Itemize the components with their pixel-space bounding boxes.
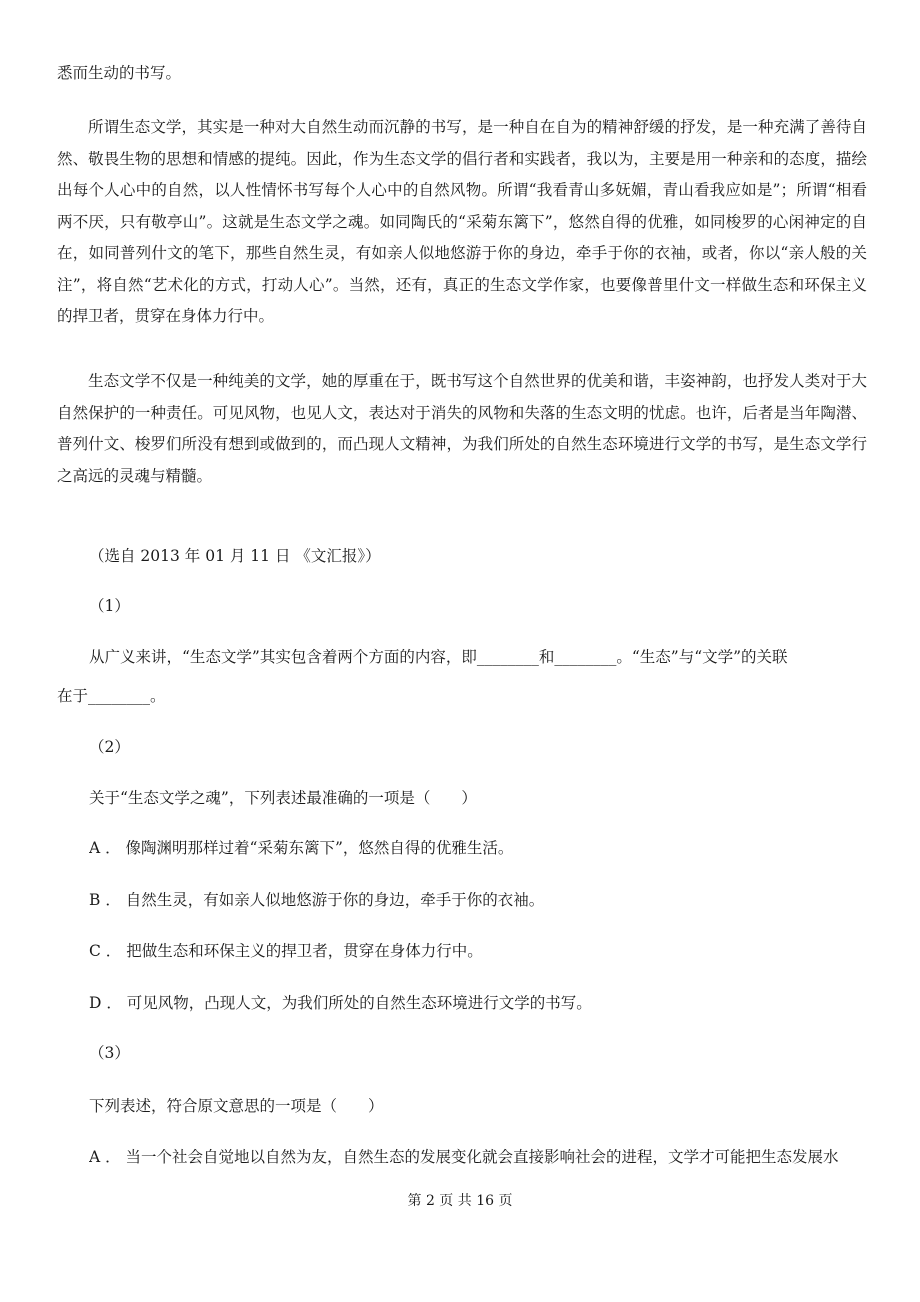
question-1-text-cont: 在于________。: [57, 687, 166, 705]
paragraph-2: 生态文学不仅是一种纯美的文学，她的厚重在于，既书写这个自然世界的优美和谐，丰姿神韵，也抒发人类对于大自然保护的一种责任。可见风物，也见人文，表达对于消失的风物和失落的生态文明的忧虑。也许，后者是当年陶潜、普列什文、梭罗们所没有想到或做到的，而凸现人文精神，为我们所处的自然生态环境进行文学的书写，是生态文学行之高远的灵魂与精髓。: [57, 372, 867, 485]
question-2-option-d[interactable]: D ． 可见风物，凸现人文，为我们所处的自然生态环境进行文学的书写。: [89, 994, 592, 1012]
question-2-option-b[interactable]: B ． 自然生灵，有如亲人似地悠游于你的身边，牵手于你的衣袖。: [89, 891, 545, 909]
question-3-option-a[interactable]: A ． 当一个社会自觉地以自然为友，自然生态的发展变化就会直接影响社会的进程，文学才可能把生态发展水: [89, 1148, 839, 1166]
paragraph-1: 所谓生态文学，其实是一种对大自然生动而沉静的书写，是一种自在自为的精神舒缓的抒发，是一种充满了善待自然、敬畏生物的思想和情感的提纯。因此，作为生态文学的倡行者和实践者，我以为，主要是用一种亲和的态度，描绘出每个人心中的自然，以人性情怀书写每个人心中的自然风物。所谓“我看青山多妩媚，青山看我应如是”；所谓“相看两不厌，只有敬亭山”。这就是生态文学之魂。如同陶氏的“采菊东篱下”，悠然自得的优雅，如同梭罗的心闲神定的自在，如同普列什文的笔下，那些自然生灵，有如亲人似地悠游于你的身边，牵手于你的衣袖，或者，你以“亲人般的关注”，将自然“艺术化的方式，打动人心”。当然，还有，真正的生态文学作家，也要像普里什文一样做生态和环保主义的捍卫者，贯穿在身体力行中。: [57, 118, 867, 325]
question-2-number: （2）: [89, 738, 130, 756]
question-2-stem: 关于“生态文学之魂”，下列表述最准确的一项是（ ）: [89, 789, 477, 807]
question-1-number: （1）: [89, 597, 130, 615]
page-footer: 第 2 页 共 16 页: [407, 1193, 513, 1209]
question-1-text: 从广义来讲，“生态文学”其实包含着两个方面的内容，即________和________。“生态”与“文学”的关联: [89, 648, 788, 666]
source-citation: （选自 2013 年 01 月 11 日 《文汇报》）: [89, 547, 381, 565]
continued-line: 悉而生动的书写。: [57, 64, 182, 82]
question-3-number: （3）: [89, 1044, 130, 1062]
question-2-option-a[interactable]: A ． 像陶渊明那样过着“采菊东篱下”，悠然自得的优雅生活。: [89, 839, 514, 857]
question-3-stem: 下列表述，符合原文意思的一项是（ ）: [89, 1097, 384, 1115]
question-2-option-c[interactable]: C ． 把做生态和环保主义的捍卫者，贯穿在身体力行中。: [89, 942, 483, 960]
